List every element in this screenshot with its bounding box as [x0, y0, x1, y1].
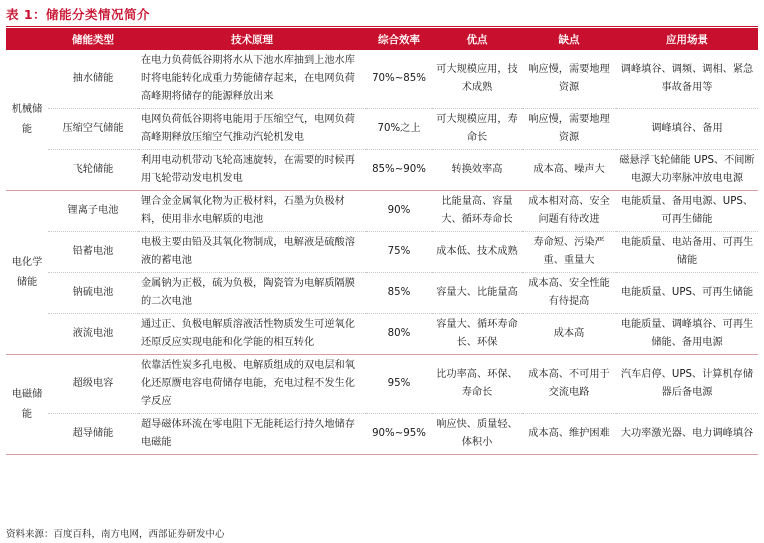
cell-efficiency: 90% [366, 191, 432, 232]
table-row [6, 150, 758, 191]
category-electromagnetic: 电磁储能 [6, 355, 48, 455]
cell-efficiency: 70%之上 [366, 109, 432, 150]
header-type: 储能类型 [48, 28, 138, 50]
cell-type: 液流电池 [48, 314, 138, 355]
header-cons: 缺点 [522, 28, 616, 50]
cell-pros: 响应快、质量轻、体积小 [432, 414, 522, 455]
cell-type: 锂离子电池 [48, 191, 138, 232]
cell-type: 钠硫电池 [48, 273, 138, 314]
cell-cons: 响应慢，需要地理资源 [522, 109, 616, 150]
cell-principle: 电网负荷低谷期将电能用于压缩空气，电网负荷高峰期释放压缩空气推动汽轮机发电 [138, 109, 366, 150]
header-category [6, 28, 48, 50]
cell-efficiency: 85% [366, 273, 432, 314]
energy-storage-table [6, 28, 758, 455]
table-title: 表 1：储能分类情况简介 [6, 7, 151, 22]
cell-pros: 转换效率高 [432, 150, 522, 191]
cell-principle: 利用电动机带动飞轮高速旋转，在需要的时候再用飞轮带动发电机发电 [138, 150, 366, 191]
cell-applications: 电能质量、调峰填谷、可再生储能、备用电源 [616, 314, 758, 355]
table-row [6, 414, 758, 455]
cell-principle: 通过正、负极电解质溶液活性物质发生可逆氧化还原反应实现电能和化学能的相互转化 [138, 314, 366, 355]
cell-pros: 比功率高、环保、寿命长 [432, 355, 522, 414]
table-row [6, 50, 758, 109]
table-row [6, 232, 758, 273]
cell-applications: 电能质量、UPS、可再生储能 [616, 273, 758, 314]
table-row [6, 191, 758, 232]
cell-cons: 成本高、噪声大 [522, 150, 616, 191]
cell-efficiency: 75% [366, 232, 432, 273]
cell-cons: 响应慢，需要地理资源 [522, 50, 616, 109]
cell-principle: 金属钠为正极，硫为负极，陶瓷管为电解质隔膜的二次电池 [138, 273, 366, 314]
category-electrochemical: 电化学储能 [6, 191, 48, 355]
cell-pros: 比能量高、容量大、循环寿命长 [432, 191, 522, 232]
cell-efficiency: 85%~90% [366, 150, 432, 191]
cell-efficiency: 95% [366, 355, 432, 414]
cell-applications: 调峰填谷、备用 [616, 109, 758, 150]
cell-type: 超级电容 [48, 355, 138, 414]
cell-principle: 超导磁体环流在零电阻下无能耗运行持久地储存电磁能 [138, 414, 366, 455]
cell-pros: 成本低、技术成熟 [432, 232, 522, 273]
header-applications: 应用场景 [616, 28, 758, 50]
cell-applications: 汽车启停、UPS、计算机存储器后备电源 [616, 355, 758, 414]
cell-principle: 依靠活性炭多孔电极、电解质组成的双电层和氧化还原赝电容电荷储存电能，充电过程不发生化学反应 [138, 355, 366, 414]
cell-applications: 大功率激光器、电力调峰填谷 [616, 414, 758, 455]
cell-cons: 成本相对高、安全问题有待改进 [522, 191, 616, 232]
header-pros: 优点 [432, 28, 522, 50]
cell-efficiency: 80% [366, 314, 432, 355]
cell-applications: 磁悬浮飞轮储能 UPS、不间断电源大功率脉冲放电电源 [616, 150, 758, 191]
category-mechanical: 机械储能 [6, 50, 48, 191]
table-row [6, 314, 758, 355]
cell-applications: 电能质量、备用电源、UPS、可再生储能 [616, 191, 758, 232]
cell-principle: 锂合金金属氧化物为正极材料，石墨为负极材料，使用非水电解质的电池 [138, 191, 366, 232]
cell-cons: 成本高 [522, 314, 616, 355]
cell-pros: 容量大、循环寿命长、环保 [432, 314, 522, 355]
table-row [6, 273, 758, 314]
cell-principle: 在电力负荷低谷期将水从下池水库抽到上池水库时将电能转化成重力势能储存起来，在电网负荷高峰期将储存的能源释放出来 [138, 50, 366, 109]
cell-principle: 电极主要由铅及其氧化物制成，电解液是硫酸溶液的蓄电池 [138, 232, 366, 273]
cell-pros: 容量大、比能量高 [432, 273, 522, 314]
table-header-row [6, 28, 758, 50]
cell-type: 抽水储能 [48, 50, 138, 109]
cell-cons: 成本高、维护困难 [522, 414, 616, 455]
header-efficiency: 综合效率 [366, 28, 432, 50]
cell-applications: 调峰填谷、调频、调相、紧急事故备用等 [616, 50, 758, 109]
title-divider [6, 26, 758, 27]
header-principle: 技术原理 [138, 28, 366, 50]
cell-cons: 成本高、不可用于交流电路 [522, 355, 616, 414]
cell-type: 飞轮储能 [48, 150, 138, 191]
cell-efficiency: 90%~95% [366, 414, 432, 455]
cell-cons: 寿命短、污染严重、重量大 [522, 232, 616, 273]
cell-type: 压缩空气储能 [48, 109, 138, 150]
cell-pros: 可大规模应用，寿命长 [432, 109, 522, 150]
table-row [6, 355, 758, 414]
source-note: 资料来源：百度百科，南方电网，西部证券研发中心 [6, 529, 225, 540]
cell-type: 超导储能 [48, 414, 138, 455]
cell-applications: 电能质量、电站备用、可再生储能 [616, 232, 758, 273]
cell-efficiency: 70%~85% [366, 50, 432, 109]
table-row [6, 109, 758, 150]
cell-cons: 成本高、安全性能有待提高 [522, 273, 616, 314]
cell-pros: 可大规模应用，技术成熟 [432, 50, 522, 109]
cell-type: 铅蓄电池 [48, 232, 138, 273]
